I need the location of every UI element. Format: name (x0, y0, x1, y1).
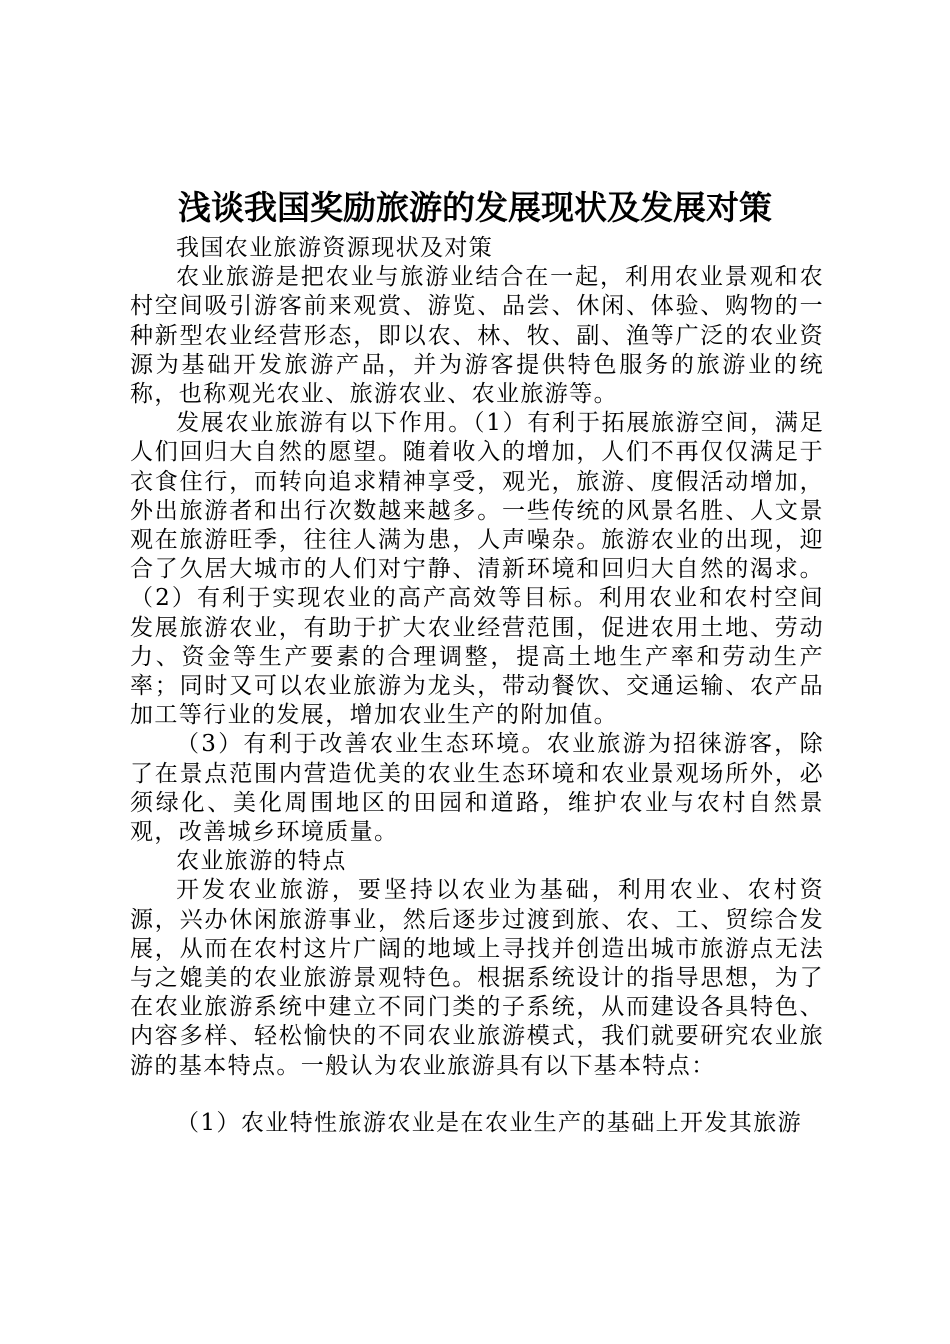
paragraph-definition: 农业旅游是把农业与旅游业结合在一起，利用农业景观和农村空间吸引游客前来观赏、游览、品尝、休闲、体验、购物的一种新型农业经营形态，即以农、林、牧、副、渔等广泛的农业资源为基础开发旅游产品，并为游客提供特色服务的旅游业的统称，也称观光农业、旅游农业、农业旅游等。 (130, 264, 824, 408)
document-title: 浅谈我国奖励旅游的发展现状及发展对策 (178, 188, 772, 227)
section-heading-resources: 我国农业旅游资源现状及对策 (176, 235, 494, 261)
paragraph-features-intro: 开发农业旅游，要坚持以农业为基础，利用农业、农村资源，兴办休闲旅游事业，然后逐步过渡到旅、农、工、贸综合发展，从而在农村这片广阔的地域上寻找并创造出城市旅游点无法与之媲美的农业旅游景观特色。根据系统设计的指导思想，为了在农业旅游系统中建立不同门类的子系统，从而建设各具特色、内容多样、轻松愉快的不同农业旅游模式，我们就要研究农业旅游的基本特点。一般认为农业旅游具有以下基本特点： (130, 877, 824, 1079)
paragraph-benefits: 发展农业旅游有以下作用。（1）有利于拓展旅游空间，满足人们回归大自然的愿望。随着收入的增加，人们不再仅仅满足于衣食住行，而转向追求精神享受，观光，旅游、度假活动增加，外出旅游者和出行次数越来越多。一些传统的风景名胜、人文景观在旅游旺季，往往人满为患，人声噪杂。旅游农业的出现，迎合了久居大城市的人们对宁静、清新环境和回归大自然的渴求。（2）有利于实现农业的高产高效等目标。利用农业和农村空间发展旅游农业，有助于扩大农业经营范围，促进农用土地、劳动力、资金等生产要素的合理调整，提高土地生产率和劳动生产率；同时又可以农业旅游为龙头，带动餐饮、交通运输、农产品加工等行业的发展，增加农业生产的附加值。 (130, 410, 824, 729)
section-heading-features: 农业旅游的特点 (176, 848, 347, 875)
document-body (130, 234, 824, 1138)
paragraph-environment: （3）有利于改善农业生态环境。农业旅游为招徕游客，除了在景点范围内营造优美的农业生态环境和农业景观场所外，必须绿化、美化周围地区的田园和道路，维护农业与农村自然景观，改善城乡环境质量。 (130, 731, 824, 846)
paragraph-feature-1: （1）农业特性旅游农业是在农业生产的基础上开发其旅游 (176, 1109, 803, 1136)
